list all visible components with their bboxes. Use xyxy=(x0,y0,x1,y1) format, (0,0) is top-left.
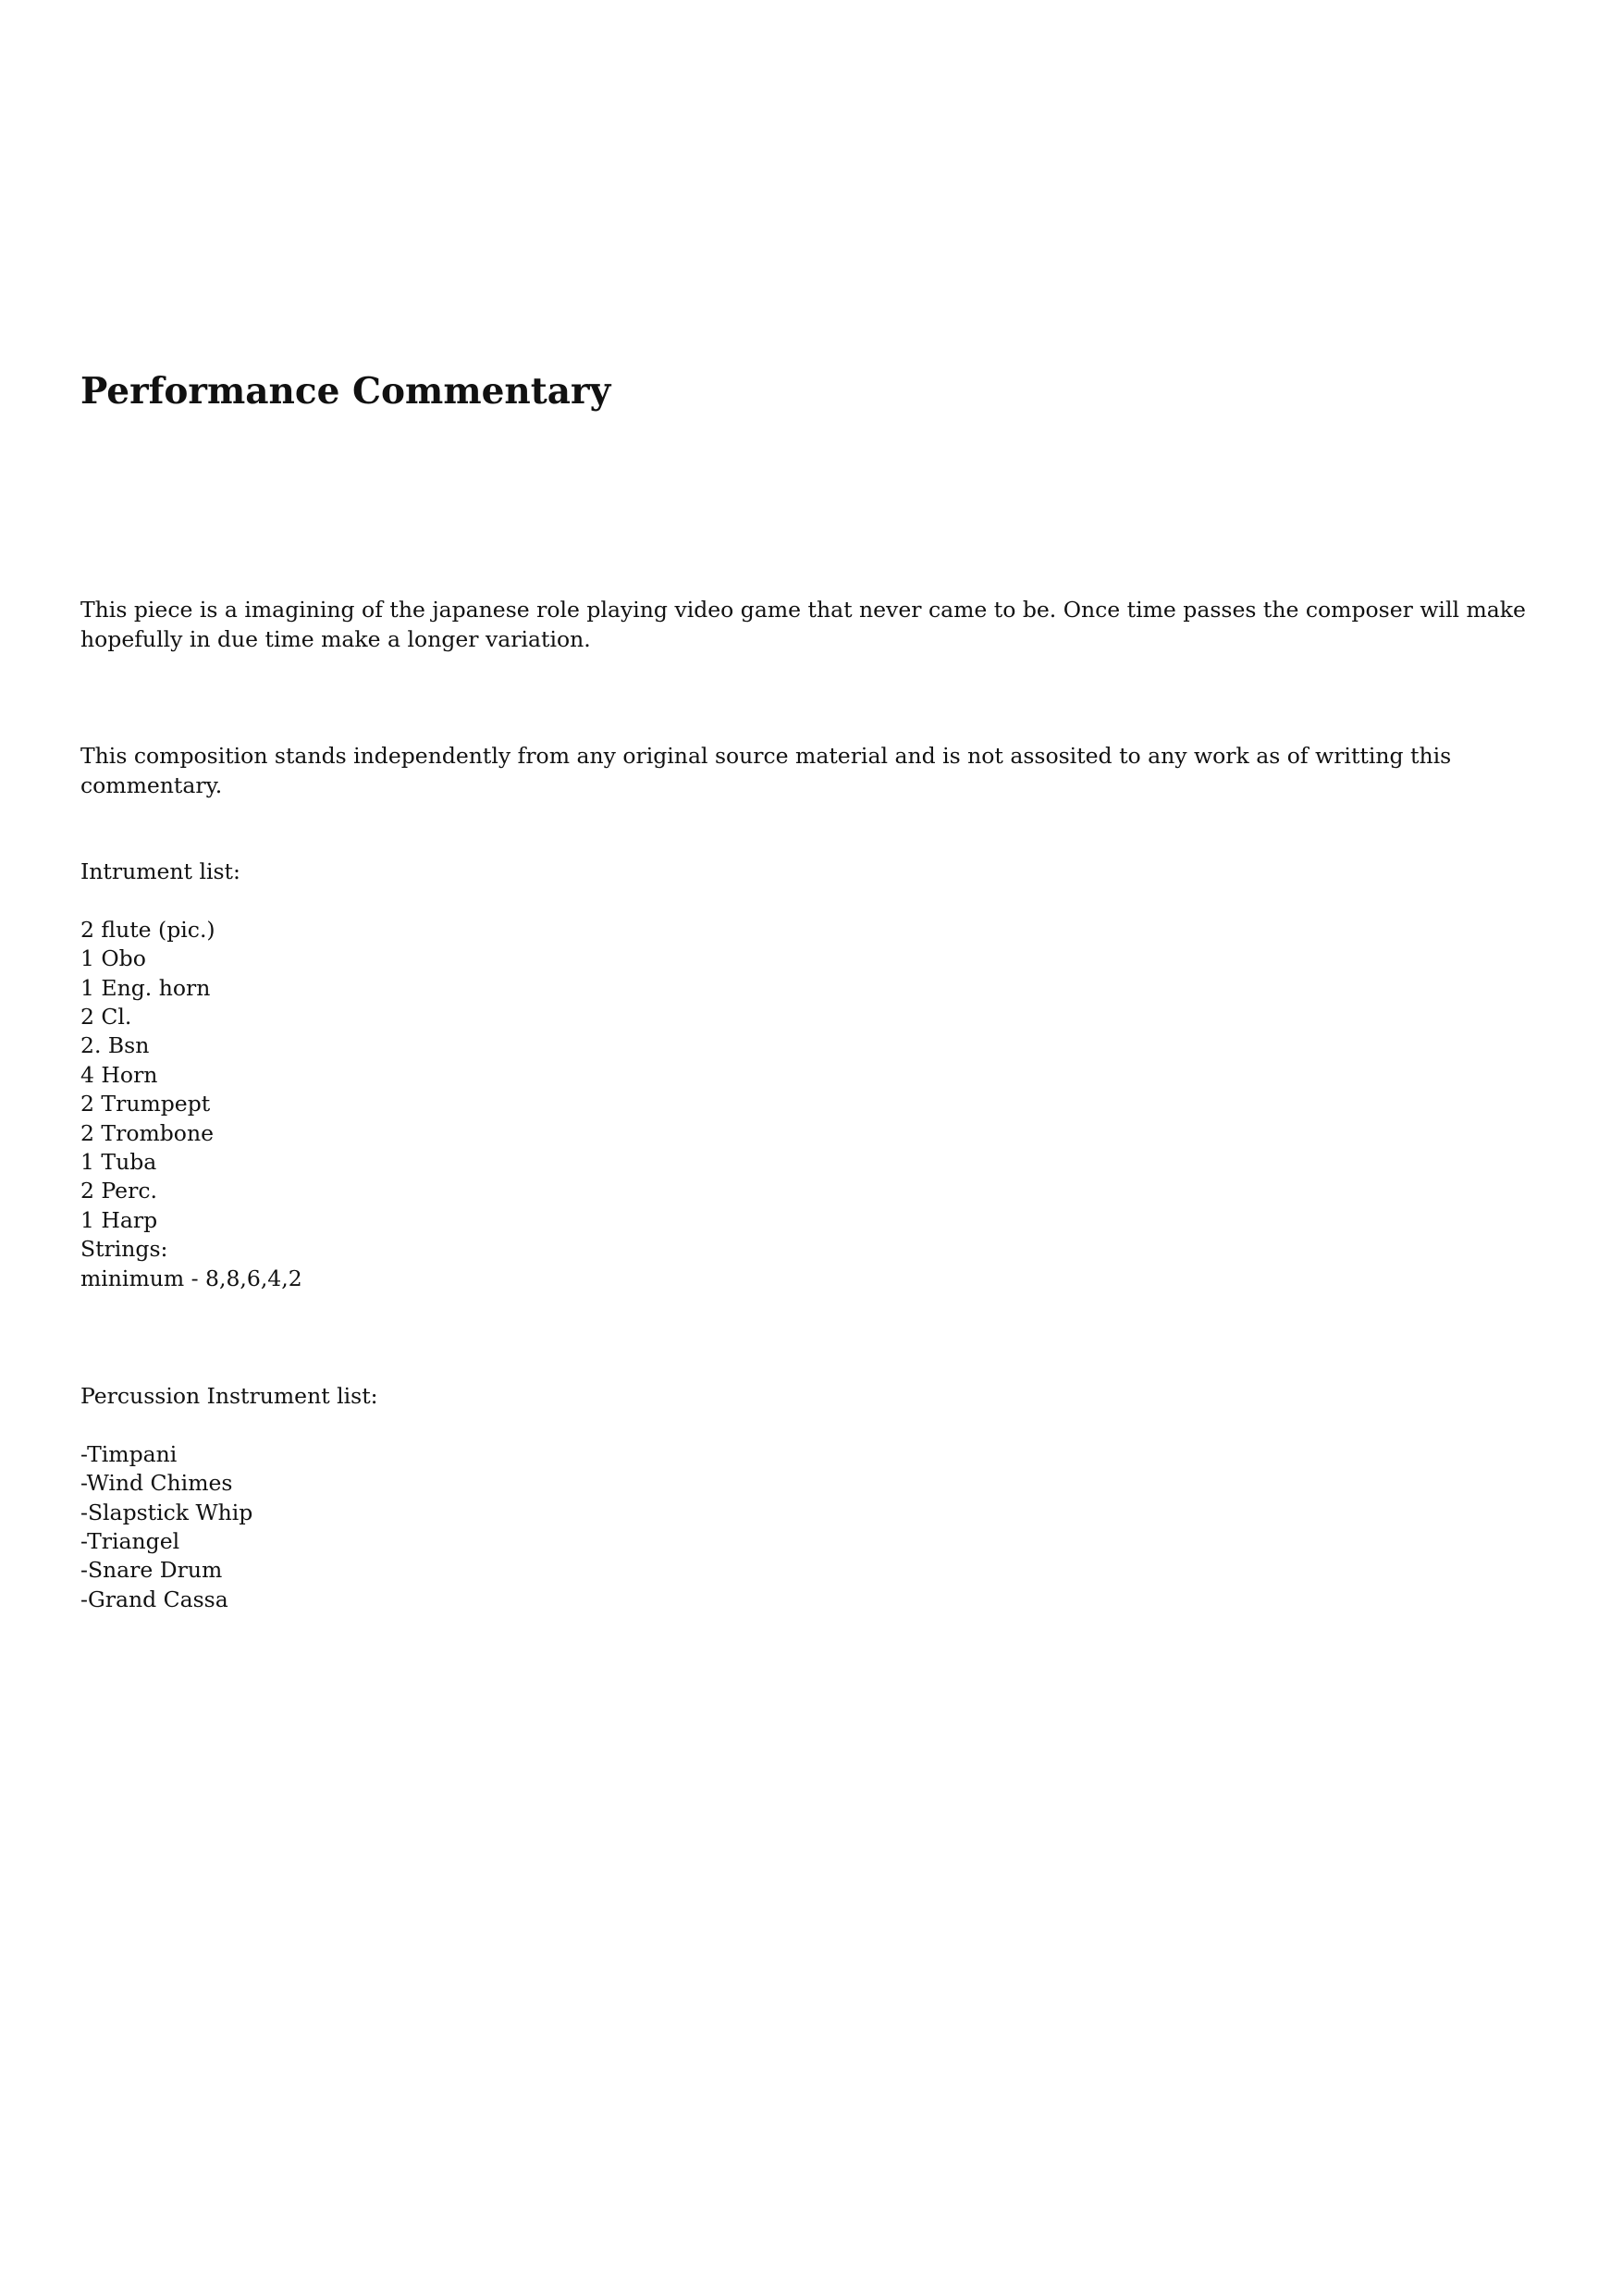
list-item: 1 Tuba xyxy=(80,1149,157,1176)
list-item: -Snare Drum xyxy=(80,1557,223,1584)
list-item: -Wind Chimes xyxy=(80,1470,233,1497)
percussion-list xyxy=(80,1382,378,1614)
list-item: 4 Horn xyxy=(80,1061,158,1088)
list-item: 2 Cl. xyxy=(80,1004,132,1031)
instrument-list xyxy=(80,858,302,1293)
intro-paragraph: This piece is a imagining of the japanese role playing video game that never came to be. Once time passes the composer will make hopefully in due time make a longer variation. xyxy=(80,597,1526,652)
list-item: -Grand Cassa xyxy=(80,1586,228,1612)
list-item: 2 flute (pic.) xyxy=(80,916,215,943)
list-item: -Timpani xyxy=(80,1440,178,1467)
list-item: 2 Perc. xyxy=(80,1178,157,1204)
list-item: 2. Bsn xyxy=(80,1032,150,1059)
list-item: -Triangel xyxy=(80,1528,180,1555)
list-item: 1 Harp xyxy=(80,1206,158,1233)
list-item: 1 Obo xyxy=(80,945,146,972)
list-item: 1 Eng. horn xyxy=(80,974,211,1001)
list-item: -Slapstick Whip xyxy=(80,1499,253,1525)
list-item: 2 Trombone xyxy=(80,1119,214,1146)
list-item: minimum - 8,8,6,4,2 xyxy=(80,1265,302,1291)
list-item: Strings: xyxy=(80,1236,168,1263)
list-item: 2 Trumpept xyxy=(80,1091,211,1117)
percussion-list-heading: Percussion Instrument list: xyxy=(80,1383,378,1409)
source-paragraph: This composition stands independently from any original source material and is not assosited to any work as of writting this commentary. xyxy=(80,743,1452,798)
page-title: Performance Commentary xyxy=(80,370,611,413)
instrument-list-heading: Intrument list: xyxy=(80,858,240,884)
